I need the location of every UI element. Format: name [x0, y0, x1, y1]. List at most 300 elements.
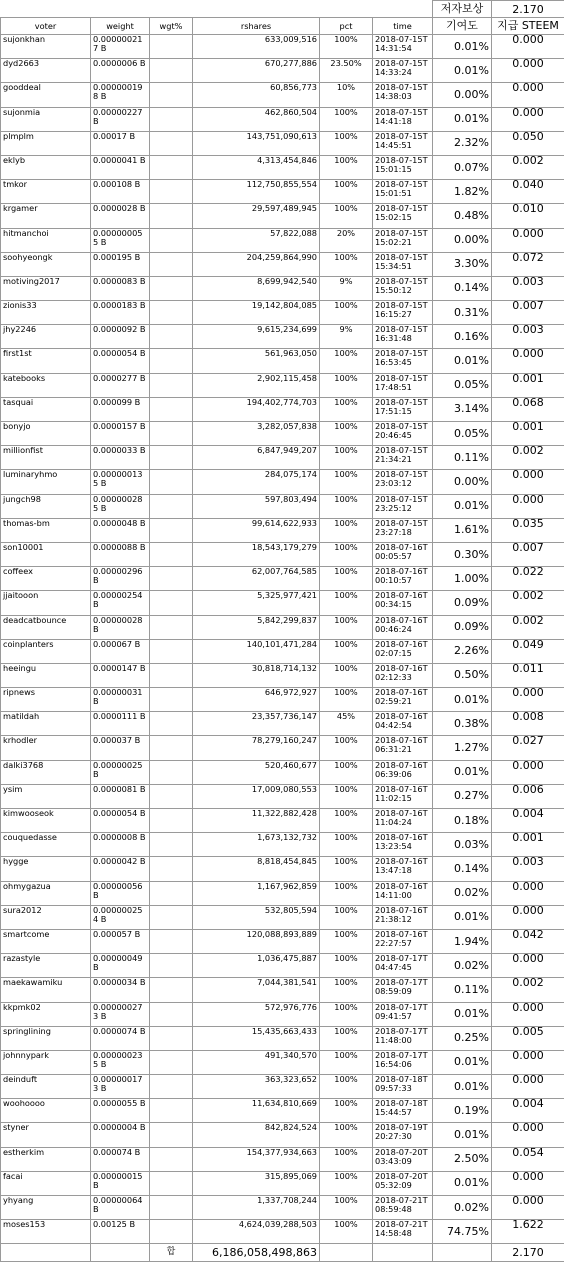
- table-row: [1, 1220, 564, 1244]
- cell-weight: 0.00000227 B: [91, 107, 150, 131]
- cell-rshares: 1,036,475,887: [193, 954, 320, 978]
- cell-weight: 0.000037 B: [91, 736, 150, 760]
- cell-time: 2018-07-15T16:31:48: [373, 325, 433, 349]
- cell-voter: couquedasse: [1, 833, 91, 857]
- cell-wgt: [150, 228, 193, 252]
- cell-time: 2018-07-16T00:05:57: [373, 542, 433, 566]
- cell-time: 2018-07-18T15:44:57: [373, 1099, 433, 1123]
- cell-payout: 0.008: [492, 712, 564, 736]
- cell-time: 2018-07-15T14:45:51: [373, 131, 433, 155]
- cell-pct: 20%: [320, 228, 373, 252]
- cell-contribution: 0.38%: [433, 712, 492, 736]
- cell-rshares: 5,842,299,837: [193, 615, 320, 639]
- cell-voter: dyd2663: [1, 59, 91, 83]
- cell-wgt: [150, 301, 193, 325]
- table-row: [1, 276, 564, 300]
- cell-voter: facai: [1, 1171, 91, 1195]
- col-header-contribution: 기여도: [433, 18, 492, 35]
- cell-payout: 0.002: [492, 591, 564, 615]
- cell-contribution: 0.25%: [433, 1026, 492, 1050]
- cell-pct: 100%: [320, 784, 373, 808]
- cell-pct: 100%: [320, 615, 373, 639]
- cell-payout: 0.003: [492, 857, 564, 881]
- cell-weight: 0.0000083 B: [91, 276, 150, 300]
- cell-time: 2018-07-16T00:46:24: [373, 615, 433, 639]
- cell-time: 2018-07-15T20:46:45: [373, 422, 433, 446]
- cell-time: 2018-07-16T06:31:21: [373, 736, 433, 760]
- cell-weight: 0.00000028 5 B: [91, 494, 150, 518]
- cell-rshares: 18,543,179,279: [193, 542, 320, 566]
- cell-rshares: 11,322,882,428: [193, 809, 320, 833]
- col-header-wgt: wgt%: [150, 18, 193, 35]
- cell-voter: jungch98: [1, 494, 91, 518]
- cell-rshares: 143,751,090,613: [193, 131, 320, 155]
- cell-weight: 0.00000017 3 B: [91, 1075, 150, 1099]
- cell-weight: 0.0000081 B: [91, 784, 150, 808]
- cell-contribution: 0.01%: [433, 35, 492, 59]
- cell-pct: 100%: [320, 688, 373, 712]
- cell-pct: 100%: [320, 929, 373, 953]
- cell-wgt: [150, 1147, 193, 1171]
- cell-rshares: 23,357,736,147: [193, 712, 320, 736]
- cell-pct: 100%: [320, 373, 373, 397]
- cell-voter: ripnews: [1, 688, 91, 712]
- table-row: [1, 736, 564, 760]
- cell-time: 2018-07-15T17:51:15: [373, 397, 433, 421]
- table-row: [1, 760, 564, 784]
- cell-time: 2018-07-16T21:38:12: [373, 905, 433, 929]
- cell-contribution: 0.01%: [433, 59, 492, 83]
- cell-rshares: 462,860,504: [193, 107, 320, 131]
- cell-wgt: [150, 809, 193, 833]
- cell-payout: 0.040: [492, 180, 564, 204]
- cell-voter: ysim: [1, 784, 91, 808]
- cell-payout: 0.000: [492, 760, 564, 784]
- cell-weight: 0.0000034 B: [91, 978, 150, 1002]
- cell-wgt: [150, 470, 193, 494]
- cell-contribution: 0.31%: [433, 301, 492, 325]
- cell-wgt: [150, 325, 193, 349]
- cell-rshares: 670,277,886: [193, 59, 320, 83]
- cell-pct: 100%: [320, 663, 373, 687]
- cell-payout: 0.054: [492, 1147, 564, 1171]
- cell-rshares: 8,818,454,845: [193, 857, 320, 881]
- cell-weight: 0.000074 B: [91, 1147, 150, 1171]
- cell-wgt: [150, 107, 193, 131]
- cell-payout: 0.000: [492, 688, 564, 712]
- table-row: [1, 204, 564, 228]
- cell-time: 2018-07-15T14:31:54: [373, 35, 433, 59]
- cell-voter: kimwooseok: [1, 809, 91, 833]
- cell-pct: 100%: [320, 470, 373, 494]
- cell-time: 2018-07-17T09:41:57: [373, 1002, 433, 1026]
- cell-time: 2018-07-15T15:01:51: [373, 180, 433, 204]
- cell-contribution: 2.26%: [433, 639, 492, 663]
- cell-voter: zionis33: [1, 301, 91, 325]
- table-row: [1, 373, 564, 397]
- table-row: [1, 615, 564, 639]
- cell-wgt: [150, 615, 193, 639]
- cell-rshares: 120,088,893,889: [193, 929, 320, 953]
- cell-weight: 0.00125 B: [91, 1220, 150, 1244]
- cell-pct: 9%: [320, 325, 373, 349]
- cell-weight: 0.0000033 B: [91, 446, 150, 470]
- cell-weight: 0.000099 B: [91, 397, 150, 421]
- cell-pct: 100%: [320, 639, 373, 663]
- cell-pct: 100%: [320, 107, 373, 131]
- table-row: [1, 1171, 564, 1195]
- cell-contribution: 0.00%: [433, 83, 492, 107]
- cell-wgt: [150, 422, 193, 446]
- cell-payout: 0.002: [492, 615, 564, 639]
- cell-voter: sura2012: [1, 905, 91, 929]
- cell-time: 2018-07-17T11:48:00: [373, 1026, 433, 1050]
- cell-contribution: 0.11%: [433, 978, 492, 1002]
- cell-weight: 0.00000025 4 B: [91, 905, 150, 929]
- cell-payout: 0.001: [492, 833, 564, 857]
- cell-contribution: 0.01%: [433, 1075, 492, 1099]
- table-row: [1, 809, 564, 833]
- cell-payout: 0.050: [492, 131, 564, 155]
- cell-contribution: 0.01%: [433, 1171, 492, 1195]
- cell-voter: springlining: [1, 1026, 91, 1050]
- cell-pct: 100%: [320, 518, 373, 542]
- cell-contribution: 0.19%: [433, 1099, 492, 1123]
- cell-time: 2018-07-16T14:11:00: [373, 881, 433, 905]
- col-header-payout: 지급 STEEM: [492, 18, 564, 35]
- cell-voter: matildah: [1, 712, 91, 736]
- cell-weight: 0.000067 B: [91, 639, 150, 663]
- author-reward-value: 2.170: [492, 1, 564, 18]
- cell-contribution: 0.02%: [433, 954, 492, 978]
- cell-rshares: 532,805,594: [193, 905, 320, 929]
- cell-voter: tmkor: [1, 180, 91, 204]
- cell-weight: 0.00017 B: [91, 131, 150, 155]
- cell-contribution: 0.01%: [433, 905, 492, 929]
- cell-rshares: 112,750,855,554: [193, 180, 320, 204]
- table-row: [1, 59, 564, 83]
- total-label: 합: [150, 1244, 193, 1262]
- cell-wgt: [150, 784, 193, 808]
- col-header-weight: weight: [91, 18, 150, 35]
- cell-weight: 0.0000277 B: [91, 373, 150, 397]
- cell-weight: 0.0000048 B: [91, 518, 150, 542]
- cell-contribution: 0.05%: [433, 422, 492, 446]
- cell-time: 2018-07-15T23:03:12: [373, 470, 433, 494]
- cell-voter: estherkim: [1, 1147, 91, 1171]
- cell-pct: 100%: [320, 155, 373, 179]
- cell-payout: 0.068: [492, 397, 564, 421]
- cell-wgt: [150, 954, 193, 978]
- cell-voter: hitmanchoi: [1, 228, 91, 252]
- cell-wgt: [150, 688, 193, 712]
- cell-wgt: [150, 1123, 193, 1147]
- table-row: [1, 881, 564, 905]
- cell-time: 2018-07-21T08:59:48: [373, 1196, 433, 1220]
- header-row: [1, 18, 564, 35]
- cell-weight: 0.0000157 B: [91, 422, 150, 446]
- cell-voter: yhyang: [1, 1196, 91, 1220]
- cell-contribution: 0.01%: [433, 1002, 492, 1026]
- cell-voter: johnnypark: [1, 1050, 91, 1074]
- cell-contribution: 0.01%: [433, 688, 492, 712]
- cell-rshares: 62,007,764,585: [193, 567, 320, 591]
- table-row: [1, 1050, 564, 1074]
- table-row: [1, 663, 564, 687]
- cell-pct: 100%: [320, 881, 373, 905]
- col-header-voter: voter: [1, 18, 91, 35]
- cell-pct: 10%: [320, 83, 373, 107]
- cell-voter: krhodler: [1, 736, 91, 760]
- table-row: [1, 518, 564, 542]
- cell-weight: 0.0000092 B: [91, 325, 150, 349]
- cell-voter: maekawamiku: [1, 978, 91, 1002]
- cell-pct: 100%: [320, 760, 373, 784]
- table-row: [1, 83, 564, 107]
- cell-contribution: 0.05%: [433, 373, 492, 397]
- cell-payout: 0.000: [492, 881, 564, 905]
- cell-time: 2018-07-19T20:27:30: [373, 1123, 433, 1147]
- cell-voter: motiving2017: [1, 276, 91, 300]
- cell-pct: 100%: [320, 422, 373, 446]
- cell-rshares: 3,282,057,838: [193, 422, 320, 446]
- cell-voter: jjaitooon: [1, 591, 91, 615]
- cell-payout: 0.004: [492, 1099, 564, 1123]
- cell-rshares: 633,009,516: [193, 35, 320, 59]
- cell-wgt: [150, 1196, 193, 1220]
- cell-voter: dalki3768: [1, 760, 91, 784]
- cell-voter: deadcatbounce: [1, 615, 91, 639]
- cell-rshares: 2,902,115,458: [193, 373, 320, 397]
- cell-pct: 100%: [320, 905, 373, 929]
- cell-contribution: 0.14%: [433, 857, 492, 881]
- cell-payout: 0.000: [492, 954, 564, 978]
- cell-voter: krgamer: [1, 204, 91, 228]
- cell-payout: 0.042: [492, 929, 564, 953]
- table-row: [1, 929, 564, 953]
- cell-wgt: [150, 373, 193, 397]
- cell-rshares: 6,847,949,207: [193, 446, 320, 470]
- table-row: [1, 978, 564, 1002]
- cell-rshares: 78,279,160,247: [193, 736, 320, 760]
- cell-pct: 100%: [320, 833, 373, 857]
- cell-wgt: [150, 833, 193, 857]
- cell-weight: 0.00000015 B: [91, 1171, 150, 1195]
- cell-payout: 0.000: [492, 35, 564, 59]
- cell-time: 2018-07-16T06:39:06: [373, 760, 433, 784]
- cell-payout: 0.003: [492, 276, 564, 300]
- cell-time: 2018-07-16T02:07:15: [373, 639, 433, 663]
- cell-pct: 100%: [320, 1147, 373, 1171]
- cell-pct: 100%: [320, 1050, 373, 1074]
- cell-rshares: 17,009,080,553: [193, 784, 320, 808]
- cell-payout: 0.000: [492, 1002, 564, 1026]
- cell-voter: son10001: [1, 542, 91, 566]
- cell-payout: 0.000: [492, 470, 564, 494]
- cell-wgt: [150, 760, 193, 784]
- cell-voter: plmplm: [1, 131, 91, 155]
- table-row: [1, 712, 564, 736]
- cell-contribution: 3.30%: [433, 252, 492, 276]
- cell-voter: razastyle: [1, 954, 91, 978]
- cell-rshares: 363,323,652: [193, 1075, 320, 1099]
- cell-contribution: 0.27%: [433, 784, 492, 808]
- cell-rshares: 4,624,039,288,503: [193, 1220, 320, 1244]
- cell-payout: 0.027: [492, 736, 564, 760]
- cell-weight: 0.00000031 B: [91, 688, 150, 712]
- cell-contribution: 0.16%: [433, 325, 492, 349]
- cell-weight: 0.00000056 B: [91, 881, 150, 905]
- cell-voter: coffeex: [1, 567, 91, 591]
- cell-time: 2018-07-15T23:25:12: [373, 494, 433, 518]
- cell-time: 2018-07-15T15:50:12: [373, 276, 433, 300]
- cell-voter: woohoooo: [1, 1099, 91, 1123]
- table-row: [1, 397, 564, 421]
- cell-wgt: [150, 1075, 193, 1099]
- cell-contribution: 0.18%: [433, 809, 492, 833]
- cell-time: 2018-07-15T14:33:24: [373, 59, 433, 83]
- cell-wgt: [150, 131, 193, 155]
- table-row: [1, 954, 564, 978]
- cell-rshares: 140,101,471,284: [193, 639, 320, 663]
- cell-rshares: 29,597,489,945: [193, 204, 320, 228]
- cell-payout: 0.007: [492, 301, 564, 325]
- cell-rshares: 194,402,774,703: [193, 397, 320, 421]
- cell-contribution: 2.32%: [433, 131, 492, 155]
- cell-contribution: 0.11%: [433, 446, 492, 470]
- cell-wgt: [150, 639, 193, 663]
- cell-contribution: 1.94%: [433, 929, 492, 953]
- cell-weight: 0.00000019 8 B: [91, 83, 150, 107]
- cell-pct: 100%: [320, 252, 373, 276]
- cell-contribution: 0.01%: [433, 1123, 492, 1147]
- cell-time: 2018-07-20T05:32:09: [373, 1171, 433, 1195]
- cell-rshares: 57,822,088: [193, 228, 320, 252]
- cell-rshares: 561,963,050: [193, 349, 320, 373]
- cell-weight: 0.00000027 3 B: [91, 1002, 150, 1026]
- cell-weight: 0.0000041 B: [91, 155, 150, 179]
- cell-weight: 0.000057 B: [91, 929, 150, 953]
- cell-rshares: 99,614,622,933: [193, 518, 320, 542]
- cell-contribution: 0.09%: [433, 615, 492, 639]
- cell-payout: 0.000: [492, 1196, 564, 1220]
- cell-rshares: 204,259,864,990: [193, 252, 320, 276]
- cell-time: 2018-07-15T23:27:18: [373, 518, 433, 542]
- cell-weight: 0.000108 B: [91, 180, 150, 204]
- cell-time: 2018-07-15T15:02:15: [373, 204, 433, 228]
- cell-contribution: 0.00%: [433, 228, 492, 252]
- cell-contribution: 0.14%: [433, 276, 492, 300]
- cell-pct: 100%: [320, 1220, 373, 1244]
- cell-contribution: 74.75%: [433, 1220, 492, 1244]
- cell-voter: first1st: [1, 349, 91, 373]
- cell-contribution: 3.14%: [433, 397, 492, 421]
- total-blank-3: [320, 1244, 373, 1262]
- cell-payout: 0.006: [492, 784, 564, 808]
- author-reward-label: 저자보상: [433, 1, 492, 18]
- cell-payout: 0.000: [492, 1123, 564, 1147]
- cell-contribution: 0.01%: [433, 349, 492, 373]
- cell-contribution: 2.50%: [433, 1147, 492, 1171]
- table-row: [1, 155, 564, 179]
- cell-wgt: [150, 1002, 193, 1026]
- cell-time: 2018-07-17T04:47:45: [373, 954, 433, 978]
- cell-wgt: [150, 663, 193, 687]
- cell-payout: 0.002: [492, 978, 564, 1002]
- cell-contribution: 0.00%: [433, 470, 492, 494]
- table-row: [1, 905, 564, 929]
- cell-payout: 0.001: [492, 373, 564, 397]
- cell-time: 2018-07-17T08:59:09: [373, 978, 433, 1002]
- cell-wgt: [150, 929, 193, 953]
- cell-time: 2018-07-18T09:57:33: [373, 1075, 433, 1099]
- cell-pct: 100%: [320, 1171, 373, 1195]
- table-row: [1, 591, 564, 615]
- cell-voter: gooddeal: [1, 83, 91, 107]
- cell-payout: 0.000: [492, 494, 564, 518]
- cell-payout: 0.005: [492, 1026, 564, 1050]
- cell-rshares: 5,325,977,421: [193, 591, 320, 615]
- cell-wgt: [150, 881, 193, 905]
- cell-payout: 0.003: [492, 325, 564, 349]
- cell-payout: 0.000: [492, 228, 564, 252]
- table-row: [1, 1075, 564, 1099]
- table-row: [1, 422, 564, 446]
- cell-wgt: [150, 204, 193, 228]
- cell-rshares: 11,634,810,669: [193, 1099, 320, 1123]
- cell-wgt: [150, 736, 193, 760]
- cell-weight: 0.0000055 B: [91, 1099, 150, 1123]
- cell-time: 2018-07-15T15:02:21: [373, 228, 433, 252]
- table-row: [1, 131, 564, 155]
- cell-time: 2018-07-17T16:54:06: [373, 1050, 433, 1074]
- table-row: [1, 494, 564, 518]
- cell-contribution: 0.01%: [433, 760, 492, 784]
- cell-wgt: [150, 83, 193, 107]
- cell-weight: 0.00000025 B: [91, 760, 150, 784]
- cell-voter: hygge: [1, 857, 91, 881]
- total-blank-5: [433, 1244, 492, 1262]
- cell-contribution: 1.27%: [433, 736, 492, 760]
- cell-voter: moses153: [1, 1220, 91, 1244]
- cell-rshares: 597,803,494: [193, 494, 320, 518]
- cell-pct: 100%: [320, 494, 373, 518]
- cell-payout: 0.007: [492, 542, 564, 566]
- cell-contribution: 0.30%: [433, 542, 492, 566]
- cell-weight: 0.00000049 B: [91, 954, 150, 978]
- cell-time: 2018-07-20T03:43:09: [373, 1147, 433, 1171]
- cell-payout: 0.002: [492, 446, 564, 470]
- cell-voter: coinplanters: [1, 639, 91, 663]
- cell-rshares: 315,895,069: [193, 1171, 320, 1195]
- cell-pct: 100%: [320, 1099, 373, 1123]
- cell-rshares: 842,824,524: [193, 1123, 320, 1147]
- cell-pct: 100%: [320, 591, 373, 615]
- cell-weight: 0.0000042 B: [91, 857, 150, 881]
- cell-weight: 0.00000254 B: [91, 591, 150, 615]
- cell-wgt: [150, 349, 193, 373]
- cell-weight: 0.00000021 7 B: [91, 35, 150, 59]
- cell-pct: 100%: [320, 204, 373, 228]
- total-blank-2: [91, 1244, 150, 1262]
- cell-wgt: [150, 155, 193, 179]
- cell-weight: 0.0000054 B: [91, 809, 150, 833]
- cell-voter: bonyjo: [1, 422, 91, 446]
- cell-payout: 1.622: [492, 1220, 564, 1244]
- table-row: [1, 107, 564, 131]
- cell-payout: 0.000: [492, 83, 564, 107]
- cell-contribution: 0.50%: [433, 663, 492, 687]
